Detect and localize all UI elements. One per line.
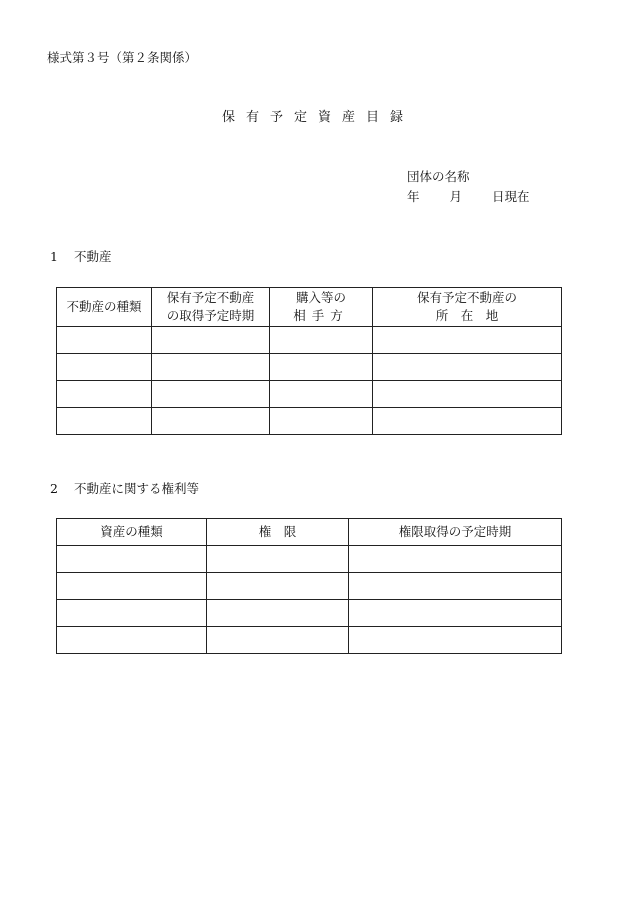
table-cell	[207, 600, 349, 627]
table-cell	[373, 408, 562, 435]
table-cell	[57, 546, 207, 573]
real-estate-rights-table	[56, 518, 562, 654]
table-cell	[373, 327, 562, 354]
table-cell	[207, 627, 349, 654]
section-1-heading	[50, 251, 112, 264]
table-cell	[270, 327, 373, 354]
table-header-row	[57, 288, 562, 327]
table-cell	[349, 600, 562, 627]
table-cell	[270, 354, 373, 381]
document-title: 保有予定資産目録	[221, 110, 414, 125]
table-cell	[57, 354, 152, 381]
column-header-location: 保有予定不動産の 所 在 地	[373, 288, 562, 327]
organization-name-label: 団体の名称	[407, 169, 470, 184]
table-cell	[57, 327, 152, 354]
section-2-title: 不動産に関する権利等	[74, 481, 200, 496]
column-header-counterparty: 購入等の 相手方	[270, 288, 373, 327]
table-cell	[207, 573, 349, 600]
table-cell	[270, 381, 373, 408]
table-cell	[207, 546, 349, 573]
table-cell	[349, 546, 562, 573]
table-cell	[57, 573, 207, 600]
table-row	[57, 627, 562, 654]
table-cell	[152, 408, 270, 435]
table-row	[57, 600, 562, 627]
date-year-label: 年	[407, 189, 420, 204]
table-cell	[57, 381, 152, 408]
column-header-property-type: 不動産の種類	[57, 288, 152, 327]
table-cell	[152, 327, 270, 354]
section-2-heading	[50, 483, 199, 496]
date-month-label: 月	[449, 189, 463, 204]
section-1-title: 不動産	[74, 249, 112, 264]
table-header-row	[57, 519, 562, 546]
table-row	[57, 327, 562, 354]
table-cell	[270, 408, 373, 435]
date-day-label: 日現在	[492, 189, 530, 204]
table-cell	[349, 573, 562, 600]
table-cell	[57, 600, 207, 627]
table-row	[57, 573, 562, 600]
table-cell	[57, 627, 207, 654]
table-row	[57, 408, 562, 435]
table-row	[57, 381, 562, 408]
table-cell	[373, 354, 562, 381]
table-cell	[57, 408, 152, 435]
section-2-number: 2	[50, 481, 58, 496]
table-row	[57, 546, 562, 573]
real-estate-table	[56, 287, 562, 435]
column-header-authority: 権 限	[207, 519, 349, 546]
table-cell	[349, 627, 562, 654]
table-cell	[152, 354, 270, 381]
table-row	[57, 354, 562, 381]
as-of-date	[407, 191, 530, 204]
column-header-rights-acquisition-period: 権限取得の予定時期	[349, 519, 562, 546]
form-number: 様式第３号（第２条関係）	[47, 50, 198, 65]
column-header-acquisition-period: 保有予定不動産 の取得予定時期	[152, 288, 270, 327]
table-cell	[373, 381, 562, 408]
section-1-number: 1	[50, 249, 58, 264]
table-cell	[152, 381, 270, 408]
column-header-asset-type: 資産の種類	[57, 519, 207, 546]
